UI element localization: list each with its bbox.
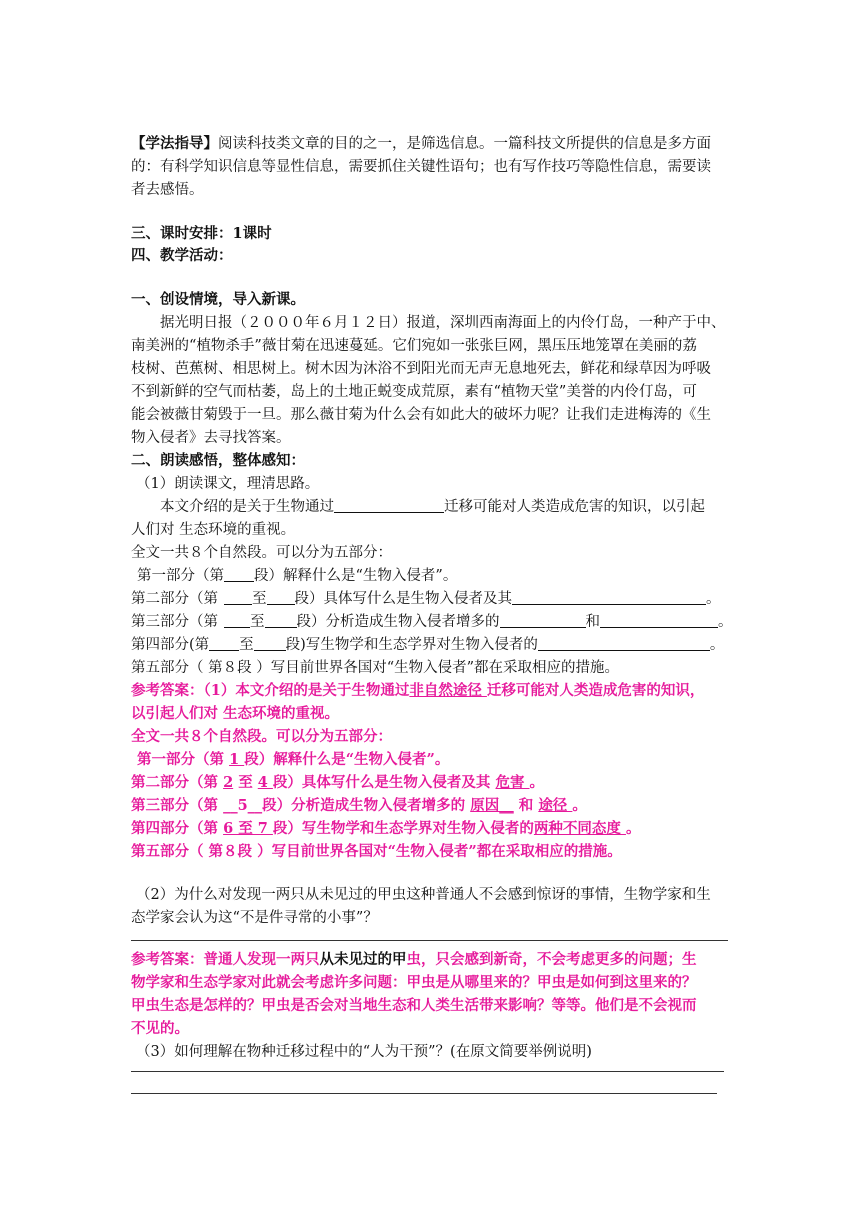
answer-underlined: 两种不同态度: [533, 820, 626, 837]
intro-para-line-4: 不到新鲜的空气而枯萎，岛上的土地正蜕变成荒原，素有“植物天堂”美誉的内伶仃岛，可: [131, 384, 697, 400]
answer-underlined: 原因__: [470, 797, 514, 814]
answer-text: 。: [572, 797, 587, 814]
structure-row-1: [137, 565, 457, 587]
guide-line-3: 者去感悟。: [131, 182, 204, 198]
question-3: （3）如何理解在物种迁移过程中的“人为干预”？(在原文简要举例说明): [136, 1044, 592, 1060]
section-heading-activities: 四、教学活动：: [131, 247, 233, 264]
answer-text: 参考答案：（1）本文介绍的是关于生物通过: [131, 682, 410, 699]
answer-underlined: 1: [229, 751, 245, 768]
answer-text: 参考答案：普通人发现一两只: [131, 951, 320, 968]
answer1-row-4: [131, 818, 640, 840]
answer1-row-5: 第五部分（ 第８段 ）写目前世界各国对“生物入侵者”都在采取相应的措施。: [131, 843, 622, 860]
intro-para-line-1: 据光明日报（２０００年６月１２日）报道，深圳西南海面上的内伶仃岛，一种产于中、: [160, 315, 726, 331]
question-1: （1）朗读课文，理清思路。: [136, 476, 320, 492]
answer-blank[interactable]: [334, 497, 444, 513]
row-text: 第三部分（第: [131, 614, 218, 630]
answer-underlined: 2: [223, 774, 234, 791]
intro-para-line-5: 能会被薇甘菊毁于一旦。那么薇甘菊为什么会有如此大的破坏力呢？让我们走进梅涛的《生: [131, 407, 711, 423]
summary-line-1: [160, 496, 705, 518]
intro-para-line-3: 枝树、芭蕉树、相思树上。树木因为沐浴不到阳光而无声无息地死去，鲜花和绿草因为呼吸: [131, 361, 711, 377]
answer-line[interactable]: [131, 1093, 717, 1094]
answer-text: 迁移可能对人类造成危害的知识，: [486, 682, 705, 699]
answer-blank[interactable]: [538, 635, 710, 651]
structure-row-5: 第五部分（ 第８段 ）写目前世界各国对“生物入侵者”都在采取相应的措施。: [131, 660, 620, 676]
answer-underlined: 途径: [538, 797, 573, 814]
row-text: 。: [718, 614, 733, 630]
answer2-line-2: 物学家和生态学家对此就会考虑许多问题：甲虫是从哪里来的？甲虫是如何到这里来的？: [131, 974, 697, 991]
answer1-row-1: [137, 749, 449, 771]
answer-blank[interactable]: [224, 589, 252, 605]
guide-text-1: 阅读科技类文章的目的之一，是筛选信息。一篇科技文所提供的信息是多方面: [218, 136, 711, 152]
answer1-line-2: 以引起人们对 生态环境的重视。: [131, 705, 340, 722]
structure-row-4: [131, 634, 724, 656]
answer-text: 段）分析造成生物入侵者增多的: [262, 797, 471, 814]
answer-line[interactable]: [131, 940, 728, 941]
answer-underlined: 4: [257, 774, 273, 791]
answer1-line-3: 全文一共８个自然段。可以分为五部分：: [131, 728, 392, 745]
structure-intro: 全文一共８个自然段。可以分为五部分：: [131, 545, 392, 561]
answer-blank[interactable]: [500, 612, 586, 628]
answer-blank[interactable]: [265, 612, 297, 628]
answer-text: 第三部分（第: [131, 797, 224, 814]
row-text: 和: [585, 614, 600, 630]
answer2-line-1: [131, 949, 697, 971]
answer-text: 第四部分（第: [131, 820, 224, 837]
row-text: 段）具体写什么是生物入侵者及其: [294, 591, 512, 607]
part2-heading: 二、朗读感悟，整体感知：: [131, 452, 305, 469]
guide-label: 【学法指导】: [131, 135, 218, 152]
answer2-line-4: 不见的。: [131, 1020, 189, 1037]
answer-text: 。: [625, 820, 641, 837]
row-text: 第四部分(第: [131, 637, 210, 653]
question-2-line-2: 态学家会认为这“不是件寻常的小事”？: [131, 910, 378, 926]
answer-underlined: __5__: [223, 797, 263, 814]
answer-text: 至: [233, 774, 258, 791]
row-text: 第二部分（第: [131, 591, 218, 607]
answer-text-dark: 从未见过的甲: [319, 951, 407, 968]
answer-text: 段）具体写什么是生物入侵者及其: [272, 774, 496, 791]
row-text: 段）分析造成生物入侵者增多的: [296, 614, 500, 630]
row-text: 至: [239, 637, 254, 653]
row-text: 。: [706, 591, 721, 607]
row-text: 。: [709, 637, 725, 653]
answer-text: 。: [529, 774, 545, 791]
answer1-line-1: [131, 680, 704, 702]
row-text: 第一部分（第: [137, 568, 224, 584]
intro-para-line-2: 南美洲的“植物杀手”薇甘菊在迅速蔓延。它们宛如一张张巨网，黑压压地笼罩在美丽的荔: [131, 338, 697, 354]
answer-blank[interactable]: [600, 612, 718, 628]
answer-blank[interactable]: [267, 589, 295, 605]
answer-blank[interactable]: [224, 566, 254, 582]
answer-underlined: 非自然途径: [409, 682, 487, 699]
answer-blank[interactable]: [209, 635, 239, 651]
answer-text: 段）写生物学和生态学界对生物入侵者的: [272, 820, 534, 837]
answer1-row-3: [131, 795, 587, 817]
row-text: 段)写生物学和生态学界对生物入侵者的: [285, 637, 538, 653]
summary-text-a: 本文介绍的是关于生物通过: [160, 499, 334, 515]
answer-text: 段）解释什么是“生物入侵者”。: [244, 751, 450, 768]
structure-row-3: [131, 611, 733, 633]
summary-line-2: 人们对 生态环境的重视。: [131, 522, 296, 538]
answer-blank[interactable]: [254, 635, 286, 651]
row-text: 至: [252, 591, 267, 607]
part1-heading: 一、创设情境，导入新课。: [131, 291, 305, 308]
answer-text: 和: [513, 797, 539, 814]
summary-text-b: 迁移可能对人类造成危害的知识，以引起: [444, 499, 705, 515]
answer-underlined: 危害: [495, 774, 530, 791]
answer-blank[interactable]: [224, 612, 250, 628]
answer-blank[interactable]: [512, 589, 706, 605]
structure-row-2: [131, 588, 721, 610]
answer-text: 虫，只会感到新奇，不会考虑更多的问题；生: [406, 951, 697, 968]
section-heading-schedule: 三、课时安排：1课时: [131, 225, 272, 242]
answer-text: 第二部分（第: [131, 774, 224, 791]
answer-text: 第一部分（第: [137, 751, 230, 768]
question-2-line-1: （2）为什么对发现一两只从未见过的甲虫这种普通人不会感到惊讶的事情，生物学家和生: [136, 887, 711, 903]
row-text: 至: [250, 614, 265, 630]
answer-line[interactable]: [131, 1071, 724, 1072]
row-text: 段）解释什么是“生物入侵者”。: [254, 568, 458, 584]
answer-underlined: 6 至 7: [223, 820, 273, 837]
answer1-row-2: [131, 772, 544, 794]
answer2-line-3: 甲虫生态是怎样的？甲虫是否会对当地生态和人类生活带来影响？等等。他们是不会视而: [131, 997, 697, 1014]
guide-line-2: 的：有科学知识信息等显性信息，需要抓住关键性语句；也有写作技巧等隐性信息，需要读: [131, 159, 711, 175]
guide-line-1: [131, 133, 711, 155]
intro-para-line-6: 物入侵者》去寻找答案。: [131, 430, 291, 446]
